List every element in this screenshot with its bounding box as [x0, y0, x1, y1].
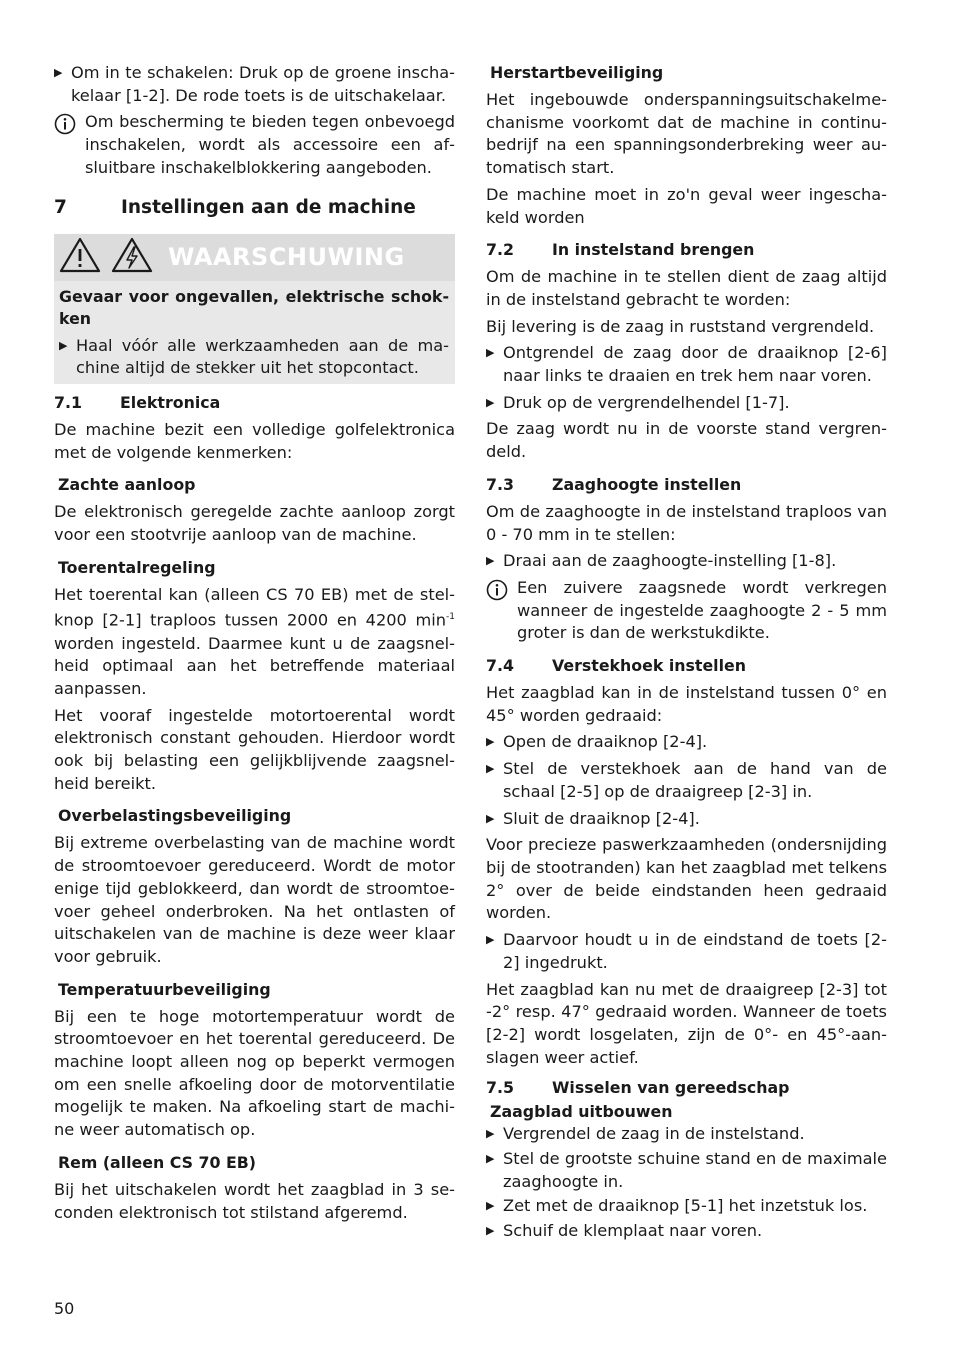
- bullet-arrow-icon: ▶: [486, 1127, 495, 1141]
- bullet-arrow-icon: ▶: [59, 338, 68, 352]
- paragraph: Om de machine in te stellen dient de zaag altijd in de instelstand gebracht te worden:: [486, 267, 887, 309]
- text-span: Het toerental kan (alleen CS 70 EB) met de stelknop [2-1] traploos tussen 2000 en 4200 min: [54, 584, 455, 630]
- info-note: [54, 111, 455, 179]
- section-title: Wisselen van gereedschap: [552, 1078, 790, 1098]
- subheading: Overbelastingsbeveiliging: [58, 806, 292, 826]
- info-text: Om bescherming te bieden tegen onbevoegd inschakelen, wordt als accessoire een afsluitbare inschakelblokkering aangeboden.: [85, 112, 455, 177]
- paragraph: Bij het uitschakelen wordt het zaagblad in 3 seconden elektronisch tot stilstand afgeremd.: [54, 1179, 455, 1222]
- list-item: [486, 1220, 887, 1243]
- subheading: Zaagblad uitbouwen: [490, 1102, 673, 1122]
- bullet-text: Vergrendel de zaag in de instelstand.: [503, 1124, 805, 1144]
- bullet-arrow-icon: ▶: [486, 346, 495, 360]
- subheading: Toerentalregeling: [58, 557, 216, 577]
- bullet-arrow-icon: ▶: [486, 811, 495, 825]
- bullet-text: Schuif de klemplaat naar voren.: [503, 1221, 763, 1241]
- warning-triangle-icon: [58, 236, 102, 278]
- list-item: [486, 1195, 887, 1218]
- paragraph: De zaag wordt nu in de voorste stand vergrendeld.: [486, 419, 887, 462]
- bullet-arrow-icon: ▶: [486, 1152, 495, 1166]
- section-number: 7.5: [486, 1078, 514, 1098]
- superscript: -1: [446, 612, 455, 623]
- bullet-text: Draai aan de zaaghoogte-instelling [1-8].: [503, 551, 837, 571]
- paragraph: Bij extreme overbelasting van de machine wordt de stroomtoevoer gereduceerd. Wordt de motor enige tijd geblokkeerd, dan wordt de stroomtoevoer geheel onderbroken. Na het ontlasten of uitschakelen van de machine is deze weer klaar voor gebruik.: [54, 833, 455, 966]
- bullet-arrow-icon: ▶: [486, 554, 495, 568]
- info-text: Een zuivere zaagsnede wordt verkregen wanneer de ingestelde zaaghoogte 2 - 5 mm groter is dan de werkstukdikte.: [517, 577, 887, 643]
- chapter-title: Instellingen aan de machine: [121, 196, 416, 218]
- subheading: Zachte aanloop: [58, 475, 196, 495]
- right-column: [486, 62, 887, 1247]
- section-title: In instelstand brengen: [552, 240, 755, 260]
- section-title: Elektronica: [120, 392, 221, 412]
- bullet-arrow-icon: ▶: [486, 1224, 495, 1238]
- list-item: [486, 342, 887, 387]
- paragraph: Voor precieze paswerkzaamheden (ondersnijding bij de stootranden) kan het zaagblad met telkens 2° over de beide eindstanden heen gedraaid worden.: [486, 835, 887, 923]
- info-note: [486, 577, 887, 645]
- section-title: Verstekhoek instellen: [552, 656, 746, 676]
- chapter-heading: [54, 196, 455, 220]
- info-icon: [54, 111, 85, 179]
- list-item: [486, 731, 887, 754]
- bullet-arrow-icon: ▶: [486, 933, 495, 947]
- page-number: 50: [54, 1299, 75, 1318]
- subheading: Rem (alleen CS 70 EB): [58, 1152, 257, 1172]
- paragraph: Het vooraf ingestelde motortoerental wordt elektronisch constant gehouden. Hierdoor wordt ook bij belasting een gelijkblijvende zaagsnelheid bereikt.: [54, 705, 455, 793]
- paragraph: Het zaagblad kan nu met de draaigreep [2-3] tot -2° resp. 47° gedraaid worden. Wanneer de toets [2-2] wordt losgelaten, zijn de 0°- en 45°-aanslagen weer actief.: [486, 979, 887, 1067]
- bullet-text: Stel de verstekhoek aan de hand van de schaal [2-5] op de draaigreep [2-3] in.: [503, 759, 887, 801]
- section-heading: [486, 474, 887, 496]
- list-item: [486, 929, 887, 974]
- paragraph: Bij een te hoge motortemperatuur wordt de stroomtoevoer en het toerental gereduceerd. De machine loopt alleen nog op beperkt vermogen om een snelle afkoeling door de motorventilatie mogelijk te maken. Na afkoeling start de machine weer automatisch op.: [54, 1006, 455, 1140]
- electric-shock-icon: [110, 236, 154, 278]
- section-number: 7.2: [486, 240, 514, 260]
- chapter-number: 7: [54, 196, 67, 218]
- paragraph: Het ingebouwde onderspanningsuitschakelmechanisme voorkomt dat de machine in continubedrijf na een spanningsonderbreking weer automatisch start.: [486, 90, 887, 178]
- warning-title: WAARSCHUWING: [168, 243, 405, 272]
- list-item: [486, 808, 887, 831]
- bullet-text: Open de draaiknop [2-4].: [503, 732, 708, 752]
- subheading: Herstartbeveiliging: [490, 63, 664, 82]
- bullet-arrow-icon: ▶: [486, 762, 495, 776]
- list-item: [486, 1148, 887, 1193]
- bullet-text: Daarvoor houdt u in de eindstand de toets [2-2] ingedrukt.: [503, 930, 887, 972]
- list-item: [486, 1123, 887, 1146]
- bullet-text: Ontgrendel de zaag door de draaiknop [2-6] naar links te draaien en trek hem naar voren.: [503, 343, 887, 386]
- bullet-arrow-icon: ▶: [486, 1199, 495, 1213]
- bullet-text: Haal vóór alle werkzaamheden aan de machine altijd de stekker uit het stopcontact.: [76, 335, 449, 378]
- text-span: worden ingesteld. Daarmee kunt u de zaagsnelheid optimaal aan het betreffende materiaal aanpassen.: [54, 633, 455, 698]
- warning-heading: Gevaar voor ongevallen, elektrische schokken: [59, 286, 449, 328]
- paragraph: De machine bezit een volledige golfelektronica met de volgende kenmerken:: [54, 419, 455, 462]
- left-column: [54, 62, 455, 1228]
- section-number: 7.3: [486, 474, 514, 494]
- section-heading: [54, 392, 455, 414]
- bullet-text: Druk op de vergrendelhendel [1-7].: [503, 392, 790, 412]
- bullet-arrow-icon: ▶: [486, 735, 495, 749]
- section-number: 7.4: [486, 656, 514, 676]
- section-heading: [486, 239, 887, 261]
- list-item: [59, 335, 449, 380]
- paragraph: De machine moet in zo'n geval weer ingeschakeld worden: [486, 184, 887, 227]
- warning-header: [54, 234, 455, 281]
- section-number: 7.1: [54, 392, 82, 412]
- bullet-text: Zet met de draaiknop [5-1] het inzetstuk los.: [503, 1196, 868, 1216]
- list-item: [54, 62, 455, 107]
- bullet-text: Stel de grootste schuine stand en de maximale zaaghoogte in.: [503, 1149, 887, 1191]
- list-item: [486, 758, 887, 803]
- section-heading: [486, 1077, 887, 1099]
- warning-box: [54, 234, 455, 384]
- list-item: [486, 550, 887, 573]
- subheading: Temperatuurbeveiliging: [58, 979, 271, 999]
- section-title: Zaaghoogte instellen: [552, 474, 742, 494]
- list-item: [486, 392, 887, 415]
- paragraph: Het zaagblad kan in de instelstand tussen 0° en 45° worden gedraaid:: [486, 683, 887, 725]
- paragraph: Bij levering is de zaag in ruststand vergrendeld.: [486, 316, 875, 336]
- paragraph: [54, 584, 455, 701]
- bullet-arrow-icon: ▶: [486, 395, 495, 409]
- info-icon: [486, 577, 517, 645]
- paragraph: De elektronisch geregelde zachte aanloop zorgt voor een stootvrije aanloop van de machine.: [54, 502, 455, 545]
- paragraph: Om de zaaghoogte in de instelstand traploos van 0 - 70 mm in te stellen:: [486, 501, 887, 544]
- bullet-text: Sluit de draaiknop [2-4].: [503, 808, 700, 828]
- section-heading: [486, 655, 887, 677]
- bullet-arrow-icon: ▶: [54, 66, 63, 79]
- bullet-text: Om in te schakelen: Druk op de groene inschakelaar [1-2]. De rode toets is de uitschakelaar.: [71, 63, 455, 105]
